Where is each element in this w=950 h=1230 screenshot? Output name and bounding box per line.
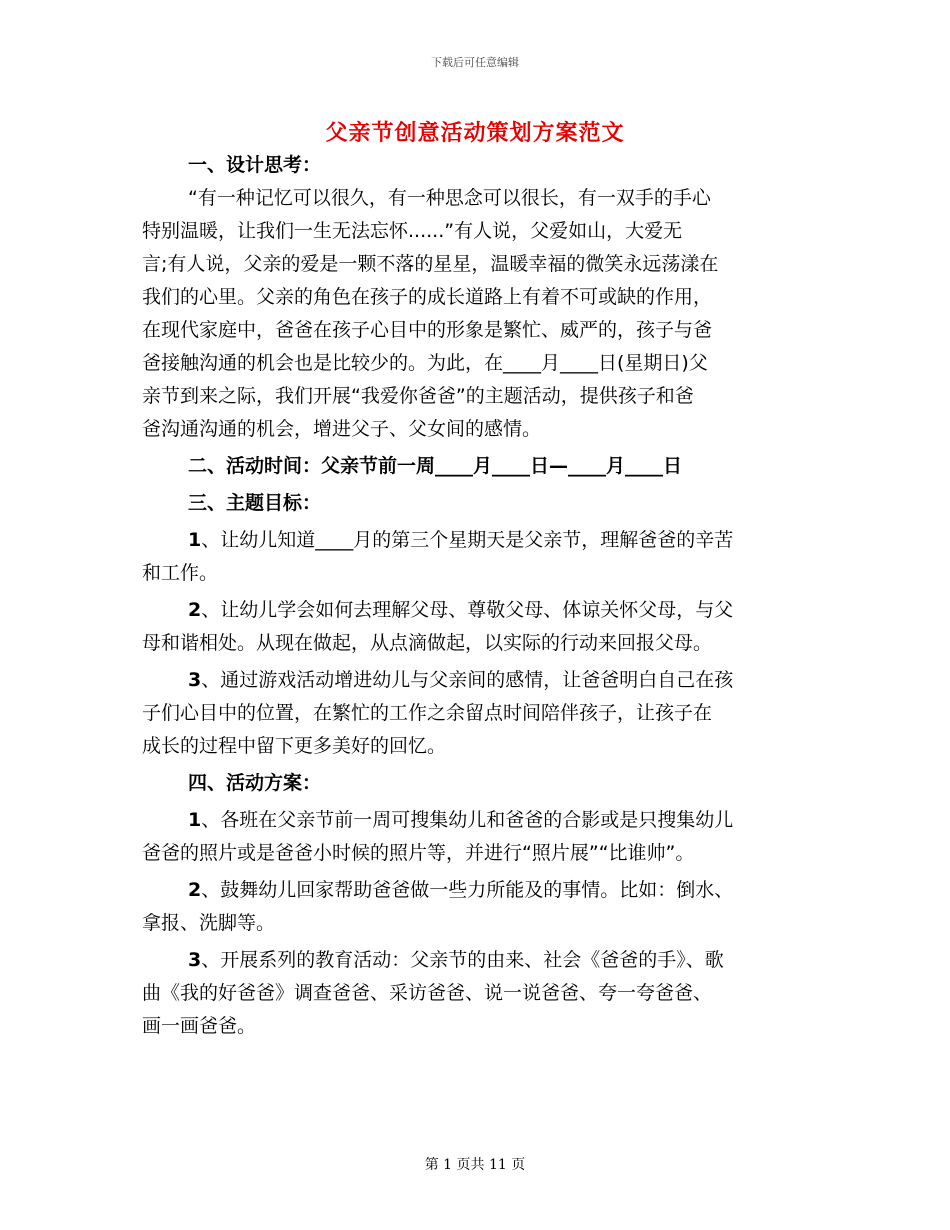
item-line xyxy=(142,874,810,907)
section-heading-goals: 三、主题目标： xyxy=(188,492,322,514)
item-line: 母和谐相处。从现在做起，从点滴做起，以实际的行动来回报父母。 xyxy=(142,632,713,654)
item-number: 1 xyxy=(188,529,202,551)
section-heading-time: 二、活动时间：父亲节前一周____月____日—____月____日 xyxy=(188,455,683,477)
item-line: 和工作。 xyxy=(142,562,219,584)
item-text: 、让幼儿知道____月的第三个星期天是父亲节，理解爸爸的辛苦 xyxy=(201,529,734,551)
goal-item xyxy=(142,524,810,590)
header-note: 下载后可任意编辑 xyxy=(431,56,519,69)
goal-item xyxy=(142,594,810,660)
paragraph-line: 特别温暖，让我们一生无法忘怀......”有人说，父爱如山，大爱无 xyxy=(142,220,683,242)
item-line xyxy=(142,524,810,557)
item-number: 3 xyxy=(188,669,202,691)
page-number-footer: 第 1 页共 11 页 xyxy=(424,1157,526,1173)
paragraph-line: 爸沟通沟通的机会，增进父子、父女间的感情。 xyxy=(142,418,542,440)
item-line: 成长的过程中留下更多美好的回忆。 xyxy=(142,735,447,757)
paragraph-line: 爸接触沟通的机会也是比较少的。为此，在____月____日(星期日)父 xyxy=(142,352,708,374)
item-line: 画一画爸爸。 xyxy=(142,1015,257,1037)
paragraph-line: 言;有人说，父亲的爱是一颗不落的星星，温暖幸福的微笑永远荡漾在 xyxy=(142,253,719,275)
item-line xyxy=(142,664,810,697)
item-text: 、让幼儿学会如何去理解父母、尊敬父母、体谅关怀父母，与父 xyxy=(201,599,734,621)
design-paragraph xyxy=(142,182,810,446)
item-line: 爸爸的照片或是爸爸小时候的照片等，并进行“照片展”“比谁帅”。 xyxy=(142,842,695,864)
item-line: 曲《我的好爸爸》调查爸爸、采访爸爸、说一说爸爸、夸一夸爸爸、 xyxy=(142,982,713,1004)
plan-item xyxy=(142,874,810,940)
item-number: 3 xyxy=(188,949,202,971)
goal-item xyxy=(142,664,810,763)
section-heading-design: 一、设计思考： xyxy=(188,154,322,176)
item-text: 、鼓舞幼儿回家帮助爸爸做一些力所能及的事情。比如：倒水、 xyxy=(201,879,734,901)
item-number: 2 xyxy=(188,599,202,621)
section-heading-plan: 四、活动方案： xyxy=(188,772,322,794)
item-line xyxy=(142,594,810,627)
item-text: 、开展系列的教育活动：父亲节的由来、社会《爸爸的手》、歌 xyxy=(201,949,724,971)
item-number: 2 xyxy=(188,879,202,901)
item-line: 子们心目中的位置，在繁忙的工作之余留点时间陪伴孩子，让孩子在 xyxy=(142,702,713,724)
document-body xyxy=(142,149,810,1043)
item-text: 、通过游戏活动增进幼儿与父亲间的感情，让爸爸明白自己在孩 xyxy=(201,669,734,691)
paragraph-line: 我们的心里。父亲的角色在孩子的成长道路上有着不可或缺的作用， xyxy=(142,286,713,308)
paragraph-line: 亲节到来之际，我们开展“我爱你爸爸”的主题活动，提供孩子和爸 xyxy=(142,385,694,407)
item-line xyxy=(142,944,810,977)
plan-item xyxy=(142,944,810,1043)
paragraph-line: 在现代家庭中，爸爸在孩子心目中的形象是繁忙、威严的，孩子与爸 xyxy=(142,319,713,341)
item-number: 1 xyxy=(188,809,202,831)
item-text: 、各班在父亲节前一周可搜集幼儿和爸爸的合影或是只搜集幼儿 xyxy=(201,809,734,831)
document-title: 父亲节创意活动策划方案范文 xyxy=(325,121,625,146)
item-line: 拿报、洗脚等。 xyxy=(142,912,276,934)
item-line xyxy=(142,804,810,837)
paragraph-line: “有一种记忆可以很久，有一种思念可以很长，有一双手的手心 xyxy=(188,187,711,209)
plan-item xyxy=(142,804,810,870)
